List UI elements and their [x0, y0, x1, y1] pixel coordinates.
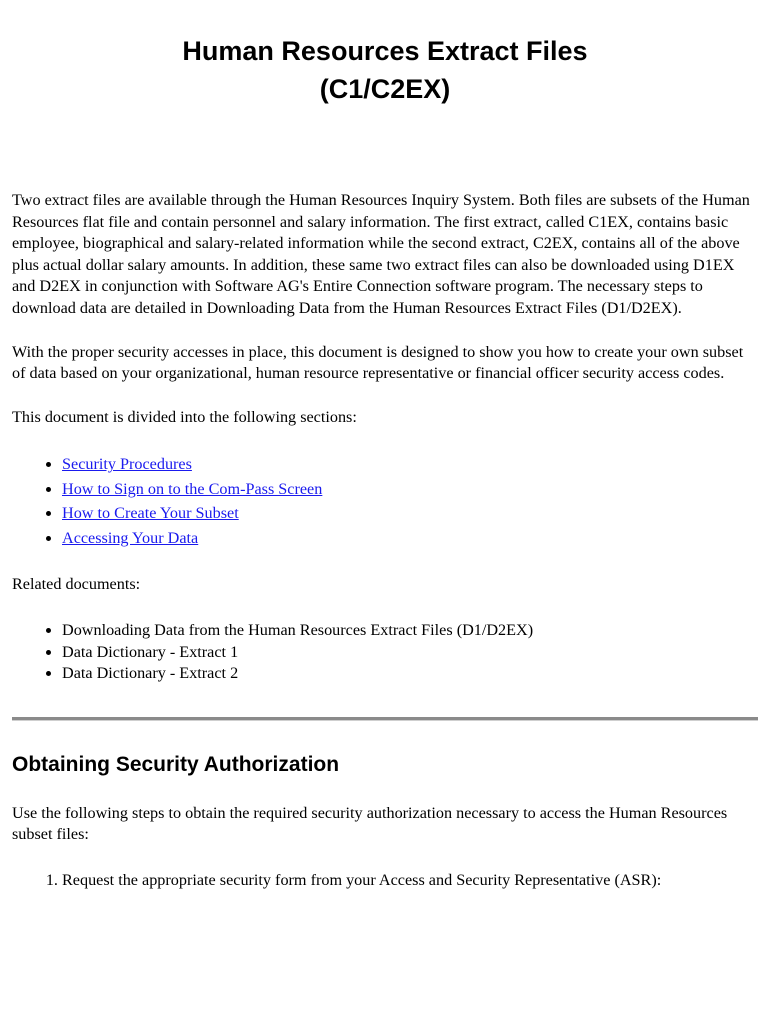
page-title-line-1: Human Resources Extract Files	[182, 36, 588, 66]
page-title-line-2: (C1/C2EX)	[319, 74, 451, 104]
link-create-subset[interactable]: How to Create Your Subset	[62, 504, 239, 523]
list-item: • Data Dictionary - Extract 1	[62, 642, 758, 664]
related-documents-heading: Related documents:	[12, 575, 141, 594]
link-accessing-data[interactable]: Accessing Your Data	[62, 528, 199, 547]
section-heading-security: Obtaining Security Authorization	[12, 752, 340, 776]
link-security-procedures[interactable]: Security Procedures	[62, 455, 192, 474]
page-title	[12, 32, 758, 108]
list-item: 1. Request the appropriate security form from your Access and Security Representative (ASR):	[62, 870, 758, 892]
list-item	[62, 452, 758, 477]
list-item: • Data Dictionary - Extract 2	[62, 663, 758, 685]
security-intro-paragraph: Use the following steps to obtain the required security authorization necessary to access the Human Resources subset files:	[12, 803, 728, 844]
purpose-paragraph: With the proper security accesses in place, this document is designed to show you how to create your own subset of data based on your organizational, human resource representative or financial officer security access codes.	[12, 342, 744, 383]
section-divider	[12, 717, 758, 721]
intro-paragraph: Two extract files are available through the Human Resources Inquiry System. Both files are subsets of the Human Resources flat file and contain personnel and salary information. The first extract, called C1EX, contains basic employee, biographical and salary-related information while the second extract, C2EX, contains all of the above plus actual dollar salary amounts. In addition, these same two extract files can also be downloaded using D1EX and D2EX in conjunction with Software AG's Entire Connection software program. The necessary steps to download data are detailed in Downloading Data from the Human Resources Extract Files (D1/D2EX).	[12, 191, 750, 317]
document-page	[12, 0, 758, 892]
link-sign-on-com-pass[interactable]: How to Sign on to the Com-Pass Screen	[62, 479, 323, 498]
list-item: • Downloading Data from the Human Resources Extract Files (D1/D2EX)	[62, 620, 758, 642]
list-item	[62, 501, 758, 526]
security-steps-list	[12, 870, 758, 892]
section-links-list	[12, 452, 758, 550]
related-documents-list	[12, 620, 758, 685]
sections-intro-paragraph: This document is divided into the following sections:	[12, 407, 357, 426]
list-item	[62, 477, 758, 502]
list-item	[62, 526, 758, 551]
